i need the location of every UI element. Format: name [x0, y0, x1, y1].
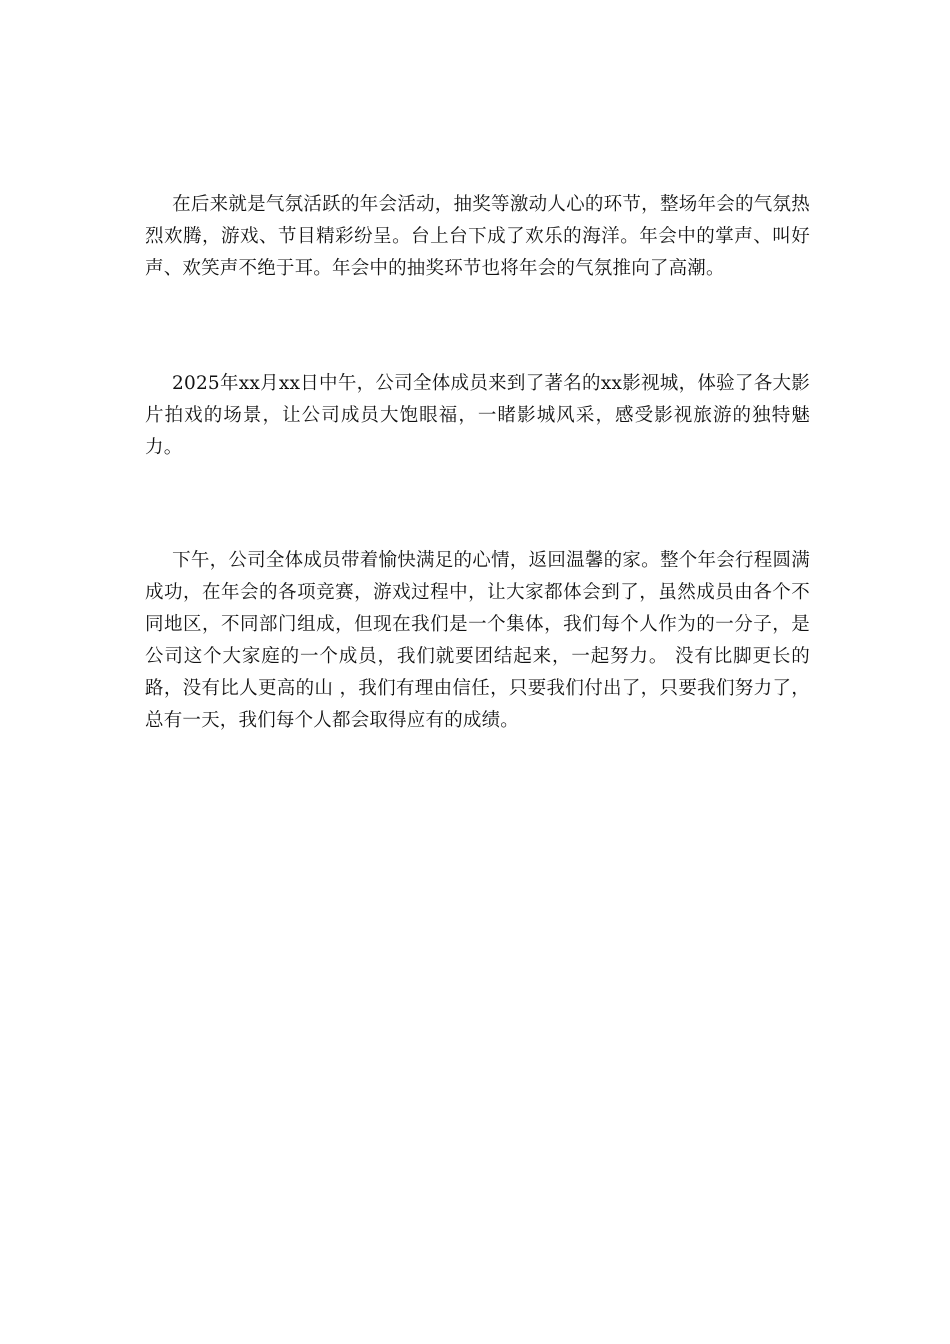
- paragraph-text: 在后来就是气氛活跃的年会活动，抽奖等激动人心的环节，整场年会的气氛热烈欢腾，游戏、节目精彩纷呈。台上台下成了欢乐的海洋。年会中的掌声、叫好声、欢笑声不绝于耳。年会中的抽奖环节也将年会的气氛推向了高潮。: [145, 194, 810, 279]
- paragraph-annual-party-activities: [145, 189, 810, 285]
- paragraph-text: 2025年xx月xx日中午，公司全体成员来到了著名的xx影视城，体验了各大影片拍戏的场景，让公司成员大饱眼福，一睹影城风采，感受影视旅游的独特魅力。: [145, 373, 810, 458]
- paragraph-film-city-visit: [145, 368, 810, 464]
- paragraph-return-home: [145, 545, 810, 737]
- paragraph-text: 下午，公司全体成员带着愉快满足的心情，返回温馨的家。整个年会行程圆满成功，在年会的各项竞赛，游戏过程中，让大家都体会到了，虽然成员由各个不同地区，不同部门组成，但现在我们是一个集体，我们每个人作为的一分子，是公司这个大家庭的一个成员，我们就要团结起来，一起努力。 没有比脚更长的路，没有比人更高的山 ，我们有理由信任，只要我们付出了，只要我们努力了，总有一天，我们每个人都会取得应有的成绩。: [145, 550, 810, 731]
